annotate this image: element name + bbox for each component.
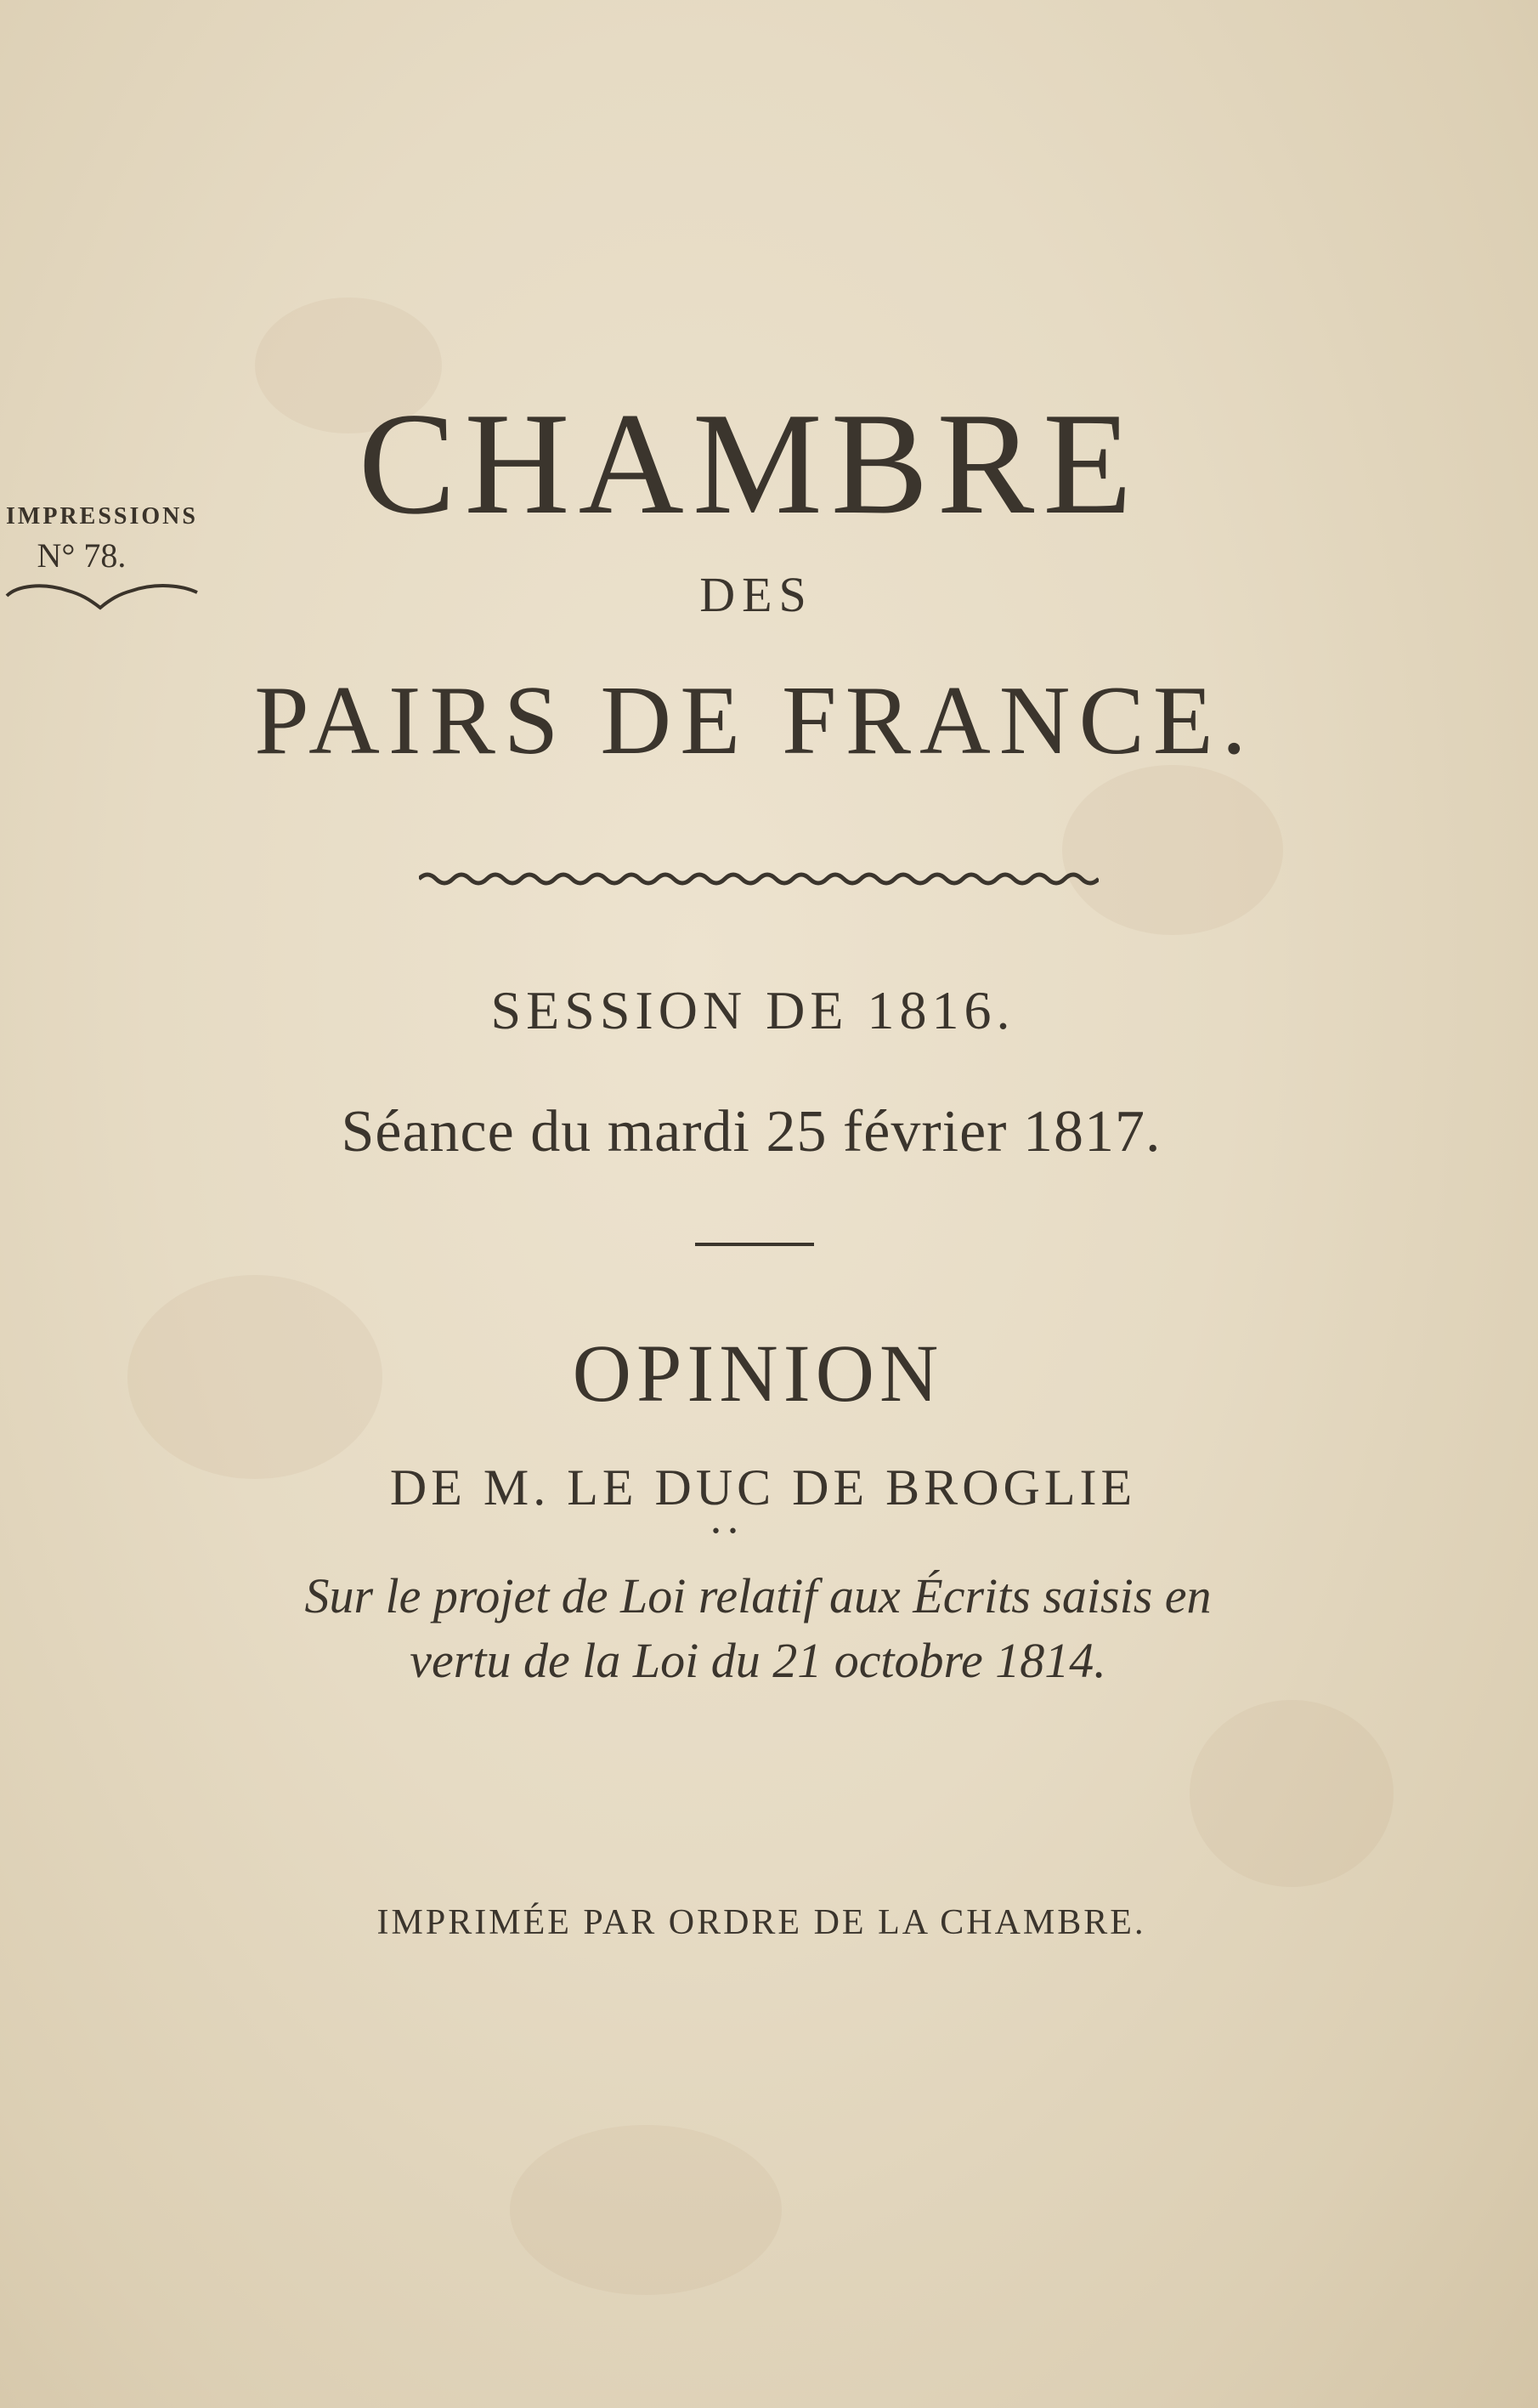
margin-label: IMPRESSIONS [6,503,198,530]
ornamental-rule [419,867,1099,891]
paper-stain [510,2125,782,2295]
opinion-heading: OPINION [572,1328,944,1419]
imprint-line: IMPRIMÉE PAR ORDRE DE LA CHAMBRE. [376,1903,1146,1942]
paper-stain [1062,765,1283,935]
title-pairs-de-france: PAIRS DE FRANCE. [254,666,1255,775]
paper-stain [127,1275,382,1479]
margin-note [0,503,204,613]
title-chambre: CHAMBRE [358,383,1141,545]
subject-line-2: vertu de la Loi du 21 octobre 1814. [410,1633,1106,1688]
section-divider [695,1243,814,1246]
seance-date: Séance du mardi 25 février 1817. [341,1099,1162,1164]
margin-number: N° 78. [37,536,127,575]
title-des: DES [699,567,813,622]
subject-line-1: Sur le projet de Loi relatif aux Écrits saisis en [304,1568,1212,1623]
paper-stain [1190,1700,1394,1887]
brace-ornament [0,579,204,613]
opinion-author: DE M. LE DUC DE BROGLIE [389,1459,1137,1516]
session-title: SESSION DE 1816. [490,980,1015,1040]
ornament-dots: • • [710,1521,738,1543]
